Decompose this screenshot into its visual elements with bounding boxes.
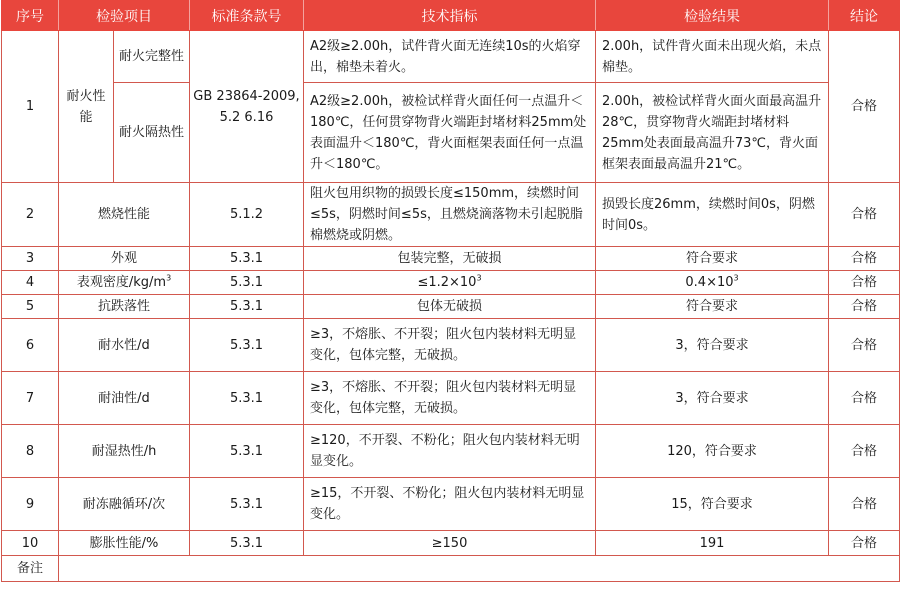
row-result: 3，符合要求 bbox=[596, 319, 829, 372]
row-item: 抗跌落性 bbox=[59, 295, 190, 319]
row-result: 120，符合要求 bbox=[596, 425, 829, 478]
remark-row bbox=[2, 556, 900, 582]
table-row bbox=[2, 372, 900, 425]
row-result: 191 bbox=[596, 531, 829, 556]
header-result: 检验结果 bbox=[596, 1, 829, 31]
row-conclusion: 合格 bbox=[829, 531, 900, 556]
row-result: 损毁长度26mm，续燃时间0s，阴燃时间0s。 bbox=[596, 183, 829, 247]
row-result: 符合要求 bbox=[596, 295, 829, 319]
row-item: 耐湿热性/h bbox=[59, 425, 190, 478]
row-conclusion: 合格 bbox=[829, 183, 900, 247]
table-row bbox=[2, 183, 900, 247]
row-conclusion: 合格 bbox=[829, 319, 900, 372]
row-standard: 5.1.2 bbox=[190, 183, 304, 247]
row-result: 15，符合要求 bbox=[596, 478, 829, 531]
row-conclusion: 合格 bbox=[829, 372, 900, 425]
header-spec: 技术指标 bbox=[304, 1, 596, 31]
row-spec-text: ≤1.2×10 bbox=[417, 275, 477, 290]
row-result-text: 0.4×10 bbox=[685, 275, 734, 290]
row-conclusion: 合格 bbox=[829, 478, 900, 531]
row-spec bbox=[304, 271, 596, 295]
row-conclusion: 合格 bbox=[829, 271, 900, 295]
row-result bbox=[596, 271, 829, 295]
row-item: 外观 bbox=[59, 247, 190, 271]
row-item bbox=[59, 271, 190, 295]
row-no: 6 bbox=[2, 319, 59, 372]
row-item: 耐冻融循环/次 bbox=[59, 478, 190, 531]
row-item: 耐水性/d bbox=[59, 319, 190, 372]
header-row bbox=[2, 1, 900, 31]
row-spec: 包体无破损 bbox=[304, 295, 596, 319]
superscript: 3 bbox=[476, 273, 482, 283]
row-spec: ≥3，不熔胀、不开裂；阻火包内装材料无明显变化，包体完整，无破损。 bbox=[304, 319, 596, 372]
row-item: 燃烧性能 bbox=[59, 183, 190, 247]
remark-content bbox=[59, 556, 900, 582]
row-no: 4 bbox=[2, 271, 59, 295]
superscript: 3 bbox=[733, 273, 739, 283]
row-spec: ≥3，不熔胀、不开裂；阻火包内装材料无明显变化，包体完整，无破损。 bbox=[304, 372, 596, 425]
row-spec: 阻火包用织物的损毁长度≤150mm，续燃时间≤5s，阴燃时间≤5s，且燃烧滴落物未引起脱脂棉燃烧或阴燃。 bbox=[304, 183, 596, 247]
header-item: 检验项目 bbox=[59, 1, 190, 31]
table-row bbox=[2, 247, 900, 271]
row-item: 膨胀性能/% bbox=[59, 531, 190, 556]
row-no: 5 bbox=[2, 295, 59, 319]
table-row bbox=[2, 31, 900, 83]
row-standard: 5.3.1 bbox=[190, 271, 304, 295]
row-spec: ≥150 bbox=[304, 531, 596, 556]
row-spec: ≥120，不开裂、不粉化；阻火包内装材料无明显变化。 bbox=[304, 425, 596, 478]
row-conclusion: 合格 bbox=[829, 295, 900, 319]
row-standard: 5.3.1 bbox=[190, 425, 304, 478]
row-result: 2.00h，试件背火面未出现火焰，未点棉垫。 bbox=[596, 31, 829, 83]
table-row bbox=[2, 425, 900, 478]
table-row bbox=[2, 295, 900, 319]
row-subitem: 耐火隔热性 bbox=[114, 83, 190, 183]
row-item: 耐火性能 bbox=[59, 31, 114, 183]
row-no: 8 bbox=[2, 425, 59, 478]
row-standard: 5.3.1 bbox=[190, 478, 304, 531]
row-no: 10 bbox=[2, 531, 59, 556]
row-subitem: 耐火完整性 bbox=[114, 31, 190, 83]
row-conclusion: 合格 bbox=[829, 247, 900, 271]
table-row bbox=[2, 478, 900, 531]
header-conclusion: 结论 bbox=[829, 1, 900, 31]
row-item: 耐油性/d bbox=[59, 372, 190, 425]
row-spec: A2级≥2.00h，被检试样背火面任何一点温升＜180℃，任何贯穿物背火端距封堵材料25mm处表面温升＜180℃，背火面框架表面任何一点温升＜180℃。 bbox=[304, 83, 596, 183]
table-row bbox=[2, 531, 900, 556]
row-standard: 5.3.1 bbox=[190, 247, 304, 271]
inspection-table bbox=[1, 0, 900, 582]
row-result: 2.00h，被检试样背火面火面最高温升28℃，贯穿物背火端距封堵材料25mm处表面最高温升73℃，背火面框架表面最高温升21℃。 bbox=[596, 83, 829, 183]
row-no: 1 bbox=[2, 31, 59, 183]
row-standard: 5.3.1 bbox=[190, 372, 304, 425]
row-conclusion: 合格 bbox=[829, 425, 900, 478]
table-row bbox=[2, 83, 900, 183]
row-no: 9 bbox=[2, 478, 59, 531]
row-no: 7 bbox=[2, 372, 59, 425]
row-result: 符合要求 bbox=[596, 247, 829, 271]
row-standard: 5.3.1 bbox=[190, 295, 304, 319]
row-standard: GB 23864-2009, 5.2 6.16 bbox=[190, 31, 304, 183]
table-row bbox=[2, 271, 900, 295]
row-standard: 5.3.1 bbox=[190, 319, 304, 372]
row-spec: ≥15，不开裂、不粉化；阻火包内装材料无明显变化。 bbox=[304, 478, 596, 531]
superscript: 3 bbox=[166, 273, 172, 283]
row-item-text: 表观密度/kg/m bbox=[76, 275, 167, 290]
row-standard: 5.3.1 bbox=[190, 531, 304, 556]
header-no: 序号 bbox=[2, 1, 59, 31]
row-result: 3，符合要求 bbox=[596, 372, 829, 425]
table-row bbox=[2, 319, 900, 372]
header-standard: 标准条款号 bbox=[190, 1, 304, 31]
row-spec: A2级≥2.00h，试件背火面无连续10s的火焰穿出，棉垫未着火。 bbox=[304, 31, 596, 83]
row-no: 2 bbox=[2, 183, 59, 247]
row-conclusion: 合格 bbox=[829, 31, 900, 183]
row-spec: 包装完整，无破损 bbox=[304, 247, 596, 271]
row-no: 3 bbox=[2, 247, 59, 271]
remark-label: 备注 bbox=[2, 556, 59, 582]
